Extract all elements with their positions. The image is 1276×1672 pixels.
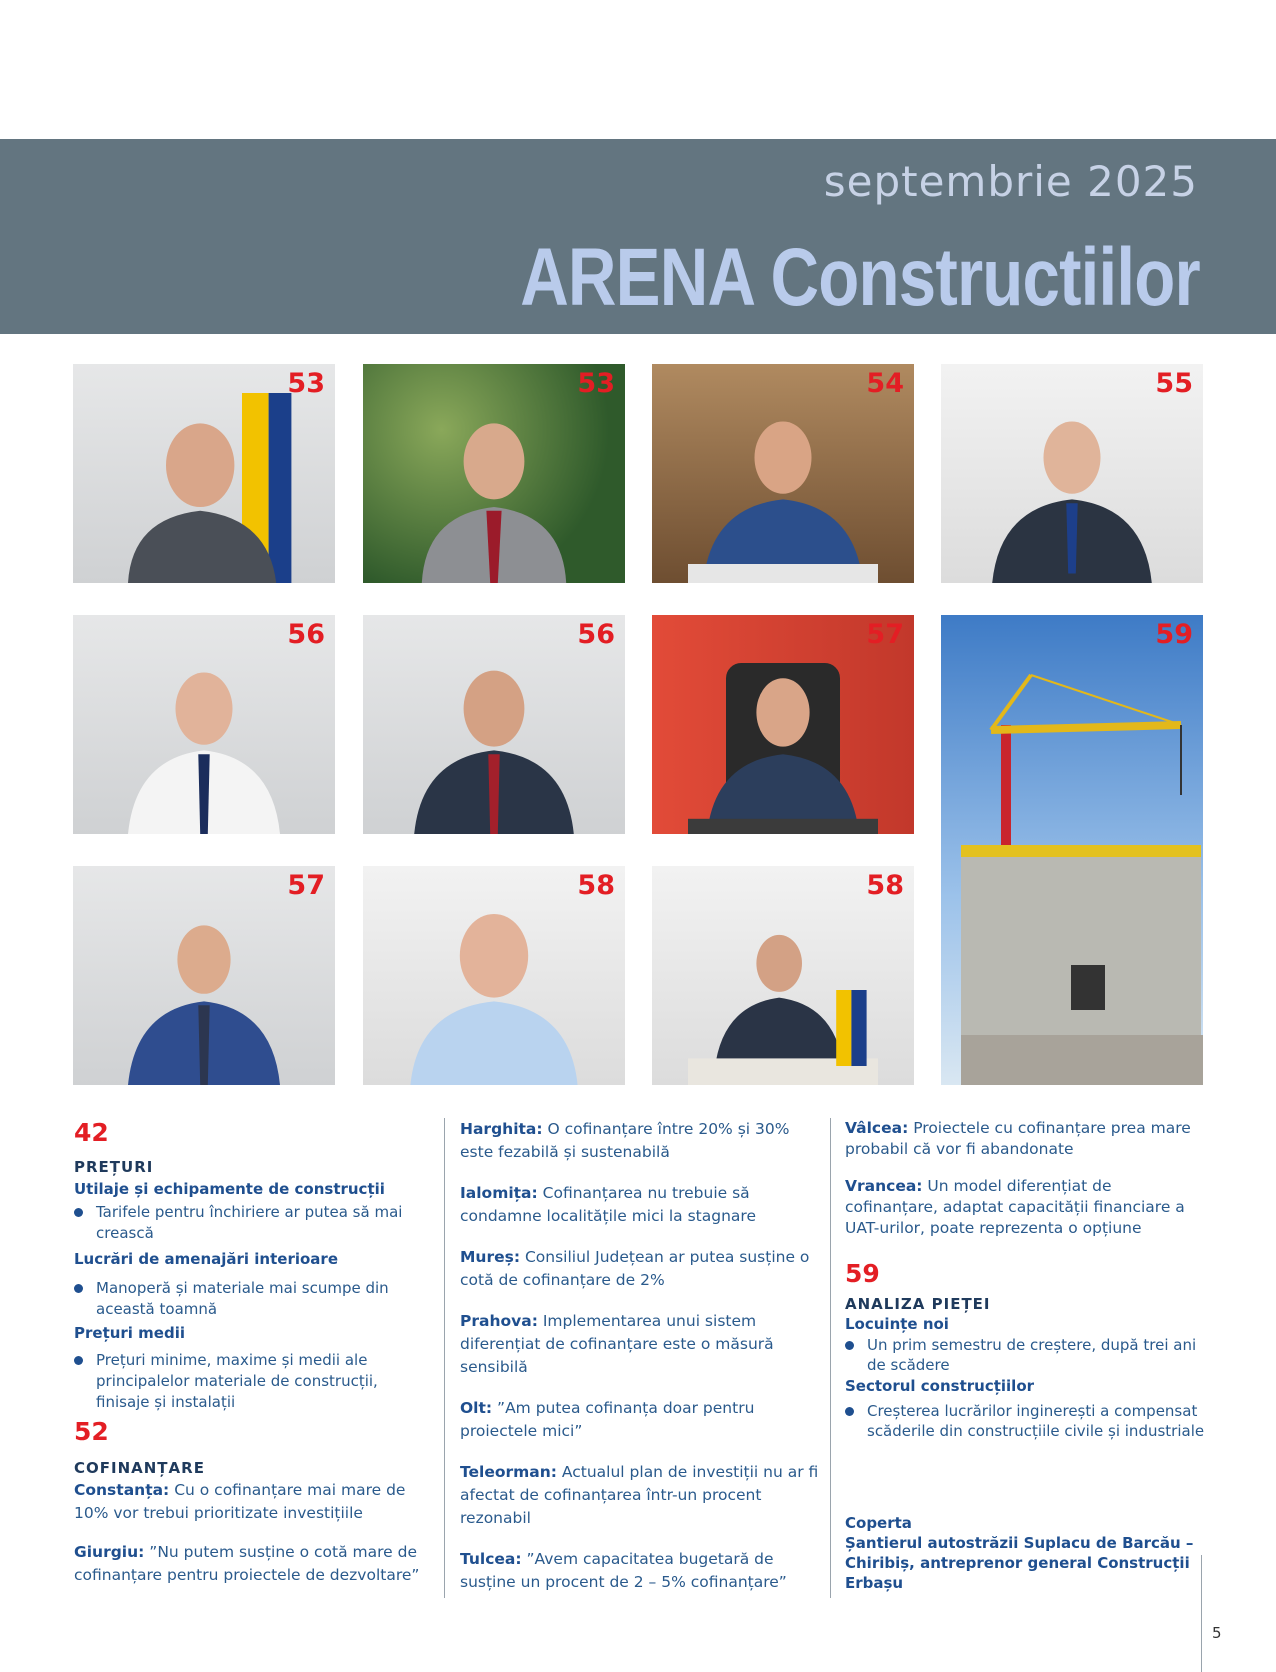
photo-page-59[interactable] [941,615,1203,1085]
photo-page-56-b[interactable] [363,615,625,834]
portrait-icon [399,895,589,1085]
entry-teleorman[interactable]: Teleorman: Actualul plan de investiții nu ar fi afectat de cofinanțarea într-un procent rezonabil [460,1463,819,1527]
magazine-title: ARENA Constructiilor [520,232,1200,323]
portrait-icon [109,644,299,834]
subhead-preturi-medii[interactable]: Prețuri medii [74,1324,185,1342]
photo-page-57-a[interactable] [652,615,914,834]
entry-olt[interactable]: Olt: ”Am putea cofinanța doar pentru proiectele mici” [460,1399,755,1440]
column-divider [444,1118,445,1598]
photo-page-53-a[interactable] [73,364,335,583]
entry-tulcea[interactable]: Tulcea: ”Avem capacitatea bugetară de susține un procent de 2 – 5% cofinanțare” [460,1550,787,1591]
entry-vrancea[interactable]: Vrancea: Un model diferențiat de cofinanțare, adaptat capacității financiare a UAT-urilor, poate reprezenta o opțiune [845,1177,1185,1237]
photo-page-58-b[interactable] [652,866,914,1085]
page-ref: 56 [577,619,615,650]
page-ref: 57 [287,870,325,901]
portrait-icon [688,644,878,834]
bullet-item: Creșterea lucrărilor inginerești a compensat scăderile din construcțiile civile și industriale [845,1401,1205,1441]
issue-date: septembrie 2025 [823,157,1198,206]
page-ref: 57 [866,619,904,650]
section-preturi: PREȚURI [74,1158,154,1176]
page-number: 5 [1212,1624,1222,1642]
toc-column-1 [74,1118,434,1587]
entry-ialomita[interactable]: Ialomița: Cofinanțarea nu trebuie să condamne localitățile mici la stagnare [460,1184,756,1225]
portrait-icon [109,895,299,1085]
bullet-item: Tarifele pentru închiriere ar putea să mai crească [74,1202,434,1244]
subhead-utilaje[interactable]: Utilaje și echipamente de construcții [74,1180,385,1198]
page-ref: 59 [1155,619,1193,650]
portrait-icon [688,895,878,1085]
photo-page-56-a[interactable] [73,615,335,834]
portrait-icon [688,393,878,583]
column-divider [830,1118,831,1598]
entry-giurgiu[interactable]: Giurgiu: ”Nu putem susține o cotă mare de cofinanțare pentru proiectele de dezvoltare” [74,1543,420,1584]
portrait-icon [399,393,589,583]
portrait-icon [399,644,589,834]
page-ref: 56 [287,619,325,650]
cover-label: Coperta [845,1514,912,1532]
portrait-icon [109,393,299,583]
header-banner [0,139,1276,334]
subhead-locuinte-noi[interactable]: Locuințe noi [845,1315,949,1333]
photo-page-54[interactable] [652,364,914,583]
bullet-item: Prețuri minime, maxime și medii ale principalelor materiale de construcții, finisaje și instalații [74,1350,434,1413]
page-ref: 58 [577,870,615,901]
photo-page-55[interactable] [941,364,1203,583]
entry-prahova[interactable]: Prahova: Implementarea unui sistem diferențiat de cofinanțare este o măsură sensibilă [460,1312,774,1376]
page-number-52[interactable]: 52 [74,1417,109,1446]
section-analiza-pietei: ANALIZA PIEȚEI [845,1295,991,1313]
page-ref: 58 [866,870,904,901]
page-ref: 53 [577,368,615,399]
page-number-42[interactable]: 42 [74,1118,109,1147]
construction-crane-icon [941,615,1203,1085]
cover-description: Șantierul autostrăzii Suplacu de Barcău – Chiribiș, antreprenor general Construcții Erbașu [845,1534,1194,1592]
entry-constanta[interactable]: Constanța: Cu o cofinanțare mai mare de 10% vor trebui prioritizate investițiile [74,1481,406,1522]
bullet-item: Un prim semestru de creștere, după trei ani de scădere [845,1335,1205,1375]
entry-mures[interactable]: Mureș: Consiliul Județean ar putea susține o cotă de cofinanțare de 2% [460,1248,810,1289]
page-ref: 55 [1155,368,1193,399]
entry-harghita[interactable]: Harghita: O cofinanțare între 20% și 30% este fezabilă și sustenabilă [460,1120,790,1161]
section-cofinantare: COFINANȚARE [74,1459,205,1477]
photo-page-53-b[interactable] [363,364,625,583]
photo-page-57-b[interactable] [73,866,335,1085]
portrait-icon [977,393,1167,583]
subhead-amenajari[interactable]: Lucrări de amenajări interioare [74,1250,338,1268]
photo-page-58-a[interactable] [363,866,625,1085]
page-ref: 54 [866,368,904,399]
subhead-sectorul-constructiilor[interactable]: Sectorul construcțiilor [845,1377,1035,1395]
page-number-59[interactable]: 59 [845,1259,880,1288]
toc-column-3 [845,1118,1205,1593]
toc-column-2 [460,1118,820,1594]
bullet-item: Manoperă și materiale mai scumpe din această toamnă [74,1278,434,1320]
page-ref: 53 [287,368,325,399]
entry-valcea[interactable]: Vâlcea: Proiectele cu cofinanțare prea mare probabil că vor fi abandonate [845,1119,1191,1158]
